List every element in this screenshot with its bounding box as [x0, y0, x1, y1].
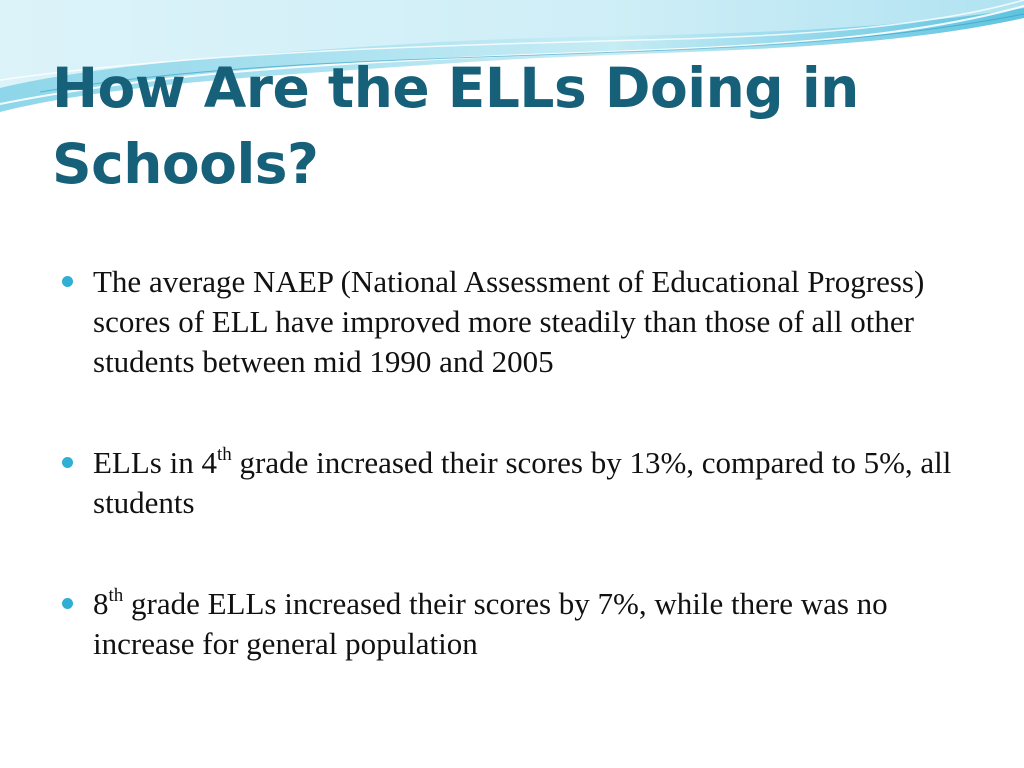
bullet-dot-icon: [62, 457, 73, 468]
ordinal-superscript: th: [108, 584, 124, 606]
bullet-list: [62, 262, 982, 664]
slide-title: How Are the ELLs Doing in Schools?: [52, 56, 859, 196]
bullet-naep-scores: [62, 262, 982, 382]
ordinal-superscript: th: [217, 443, 232, 465]
bullet-dot-icon: [62, 598, 73, 609]
bullet-8th-grade: [62, 584, 982, 664]
bullet-dot-icon: [62, 276, 73, 287]
bullet-text-start: ELLs in 4: [93, 445, 217, 480]
bullet-text: The average NAEP (National Assessment of Educational Progress) scores of ELL have improved more steadily than those of all other students between mid 1990 and 2005: [93, 264, 925, 379]
bullet-text-end: grade increased their scores by 13%, compared to 5%, all students: [93, 445, 952, 520]
bullet-text-end: grade ELLs increased their scores by 7%, while there was no increase for general population: [93, 586, 888, 661]
bullet-4th-grade: [62, 443, 982, 523]
bullet-text-start: 8: [93, 586, 109, 621]
